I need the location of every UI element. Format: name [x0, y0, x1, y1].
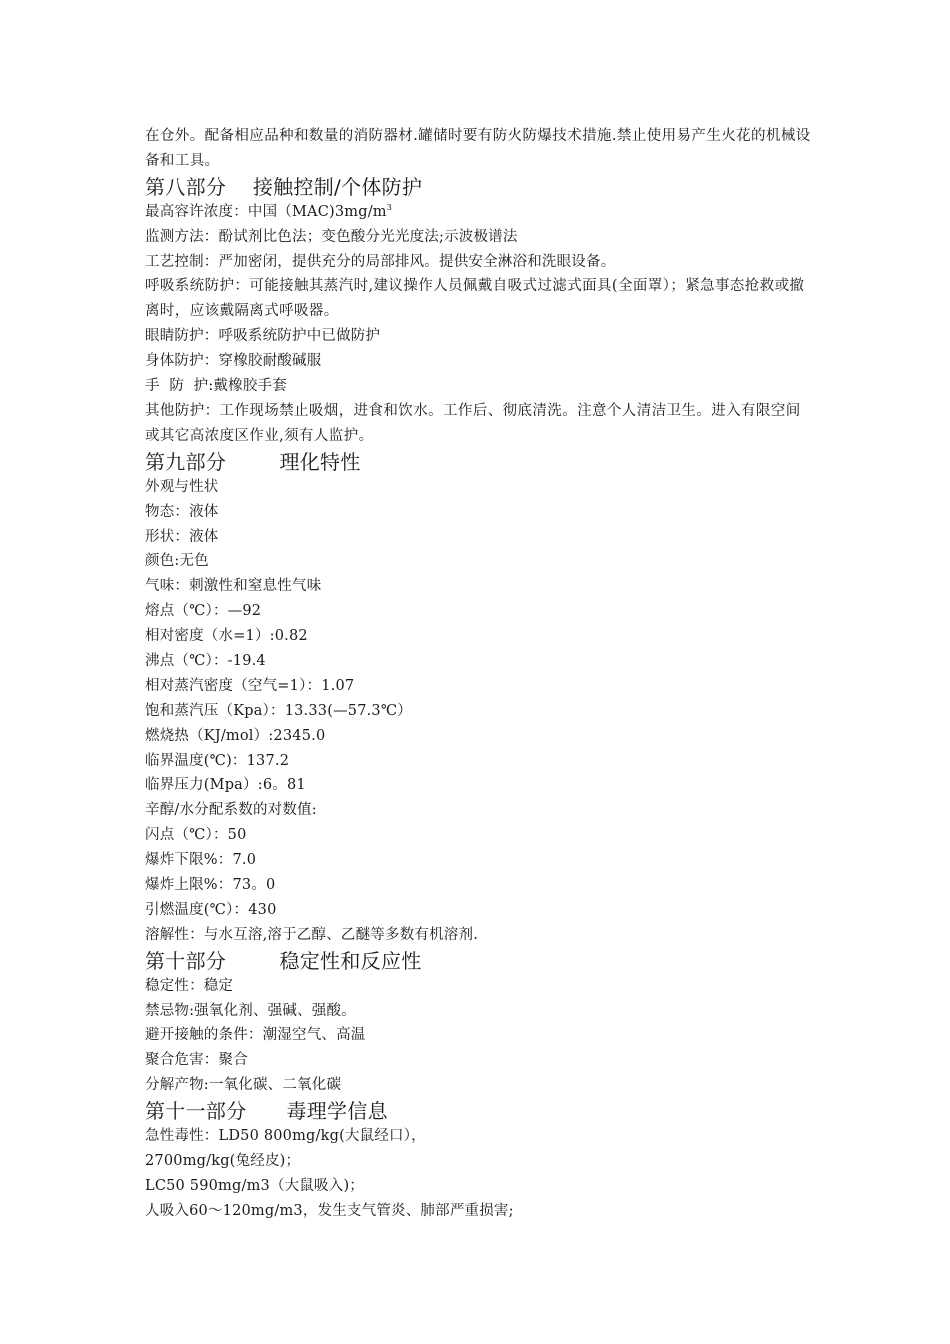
property-line: 熔点（℃）：—92	[145, 603, 262, 620]
property-line: 沸点（℃）：-19.4	[145, 653, 266, 670]
section-9-heading: 第九部分 理化特性	[145, 449, 361, 474]
section-10-heading: 第十部分 稳定性和反应性	[145, 948, 422, 973]
property-line: 形状：液体	[145, 528, 219, 545]
section-11-heading: 第十一部分 毒理学信息	[145, 1099, 388, 1124]
property-line: 溶解性：与水互溶,溶于乙醇、乙醚等多数有机溶剂.	[145, 926, 479, 943]
mac-superscript: 3	[386, 202, 393, 212]
toxicity-line: LC50 590mg/m3（大鼠吸入)；	[145, 1177, 365, 1194]
property-line: 颜色:无色	[145, 553, 209, 570]
toxicity-line: 2700mg/kg(兔经皮)；	[145, 1153, 301, 1170]
property-line: 临界温度(℃)：137.2	[145, 752, 290, 769]
stability-line: 避开接触的条件：潮湿空气、高温	[145, 1027, 366, 1044]
monitoring-line: 监测方法：酚试剂比色法；变色酸分光光度法;示波极谱法	[145, 228, 518, 245]
toxicity-line: 急性毒性：LD50 800mg/kg(大鼠经口），	[145, 1128, 426, 1145]
hand-line: 手 防 护:戴橡胶手套	[145, 378, 287, 395]
property-line: 气味：刺激性和窒息性气味	[145, 578, 322, 595]
property-line: 外观与性状	[145, 478, 219, 495]
mac-text: 最高容许浓度：中国（MAC)3mg/m	[145, 203, 387, 220]
property-line: 爆炸下限%：7.0	[145, 852, 257, 869]
engineering-line: 工艺控制：严加密闭，提供充分的局部排风。提供安全淋浴和洗眼设备。	[145, 253, 616, 270]
eye-line: 眼睛防护：呼吸系统防护中已做防护	[145, 328, 381, 345]
property-line: 辛醇/水分配系数的对数值:	[145, 802, 317, 819]
document-page	[145, 124, 815, 1224]
stability-line: 禁忌物:强氧化剂、强碱、强酸。	[145, 1002, 356, 1019]
stability-line: 分解产物:一氧化碳、二氧化碳	[145, 1077, 342, 1094]
respiratory-paragraph: 呼吸系统防护：可能接触其蒸汽时,建议操作人员佩戴自吸式过滤式面具(全面罩）；紧急事态抢救或撤离时，应该戴隔离式呼吸器。	[145, 278, 805, 320]
body-line: 身体防护：穿橡胶耐酸碱服	[145, 353, 322, 370]
toxicity-line: 人吸入60～120mg/m3，发生支气管炎、肺部严重损害;	[145, 1202, 514, 1219]
property-line: 临界压力(Mpa）:6。81	[145, 777, 306, 794]
mac-line	[145, 200, 815, 225]
intro-paragraph: 在仓外。配备相应品种和数量的消防器材.罐储时要有防火防爆技术措施.禁止使用易产生火花的机械设备和工具。	[145, 128, 811, 169]
property-line: 爆炸上限%：73。0	[145, 877, 276, 894]
stability-line: 稳定性：稳定	[145, 977, 234, 994]
property-line: 相对蒸汽密度（空气=1）：1.07	[145, 677, 355, 694]
property-line: 闪点（℃）：50	[145, 827, 247, 844]
section-8-heading: 第八部分 接触控制/个体防护	[145, 174, 423, 199]
property-line: 饱和蒸汽压（Kpa）：13.33(—57.3℃）	[145, 702, 412, 719]
stability-line: 聚合危害：聚合	[145, 1052, 248, 1069]
property-line: 引燃温度(℃）：430	[145, 901, 277, 918]
property-line: 相对密度（水=1）:0.82	[145, 628, 308, 645]
property-line: 燃烧热（KJ/mol）:2345.0	[145, 727, 326, 744]
property-line: 物态：液体	[145, 503, 219, 520]
other-protection-paragraph: 其他防护：工作现场禁止吸烟，进食和饮水。工作后、彻底清洗。注意个人清洁卫生。进入有限空间或其它高浓度区作业,须有人监护。	[145, 402, 801, 444]
